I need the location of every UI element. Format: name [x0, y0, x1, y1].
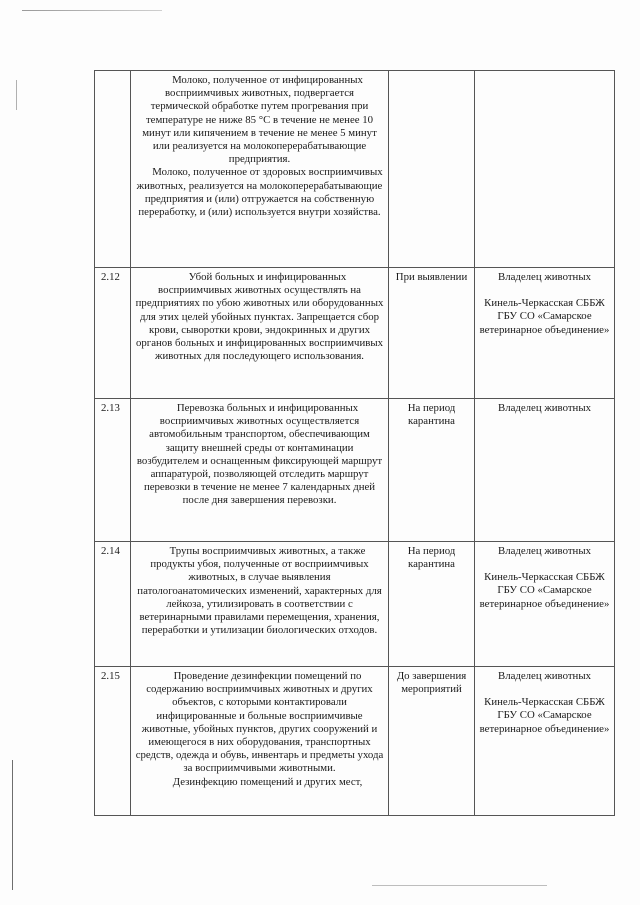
responsible-cell — [475, 542, 615, 667]
term-cell: На период карантина — [389, 542, 475, 667]
table-row — [95, 667, 615, 816]
row-number: 2.13 — [95, 399, 131, 542]
table-row — [95, 71, 615, 268]
term-cell — [389, 71, 475, 268]
responsible-owner: Владелец животных — [498, 402, 591, 414]
responsible-vet-station: Кинель-Черкасская СББЖ ГБУ СО «Самарское ветеринарное объединение» — [479, 696, 610, 735]
measure-text — [131, 71, 389, 268]
measure-text — [131, 542, 389, 667]
measure-paragraph: Молоко, полученное от инфицированных восприимчивых животных, подвергается термической обработке путем прогревания при температуре не ниже 85 °C в течение не менее 10 минут или кипячением в течение не менее 5 минут или реализуется на молокоперерабатывающие предприятия. — [142, 74, 377, 166]
measures-table — [94, 70, 615, 816]
responsible-owner: Владелец животных — [498, 545, 591, 557]
row-number — [95, 71, 131, 268]
measure-text — [131, 667, 389, 816]
scan-artifact-bottom — [372, 885, 547, 886]
term-cell: До завершения мероприятий — [389, 667, 475, 816]
table-row — [95, 268, 615, 399]
scan-artifact-left — [12, 760, 13, 890]
measure-paragraph: Убой больных и инфицированных восприимчивых животных осуществлять на предприятиях по убою животных или оборудованных для этих целей убойных пунктах. Запрещается сбор крови, сыворотки крови, эндокринных и других органов больных и инфицированных восприимчивых животных для последующего использования. — [135, 271, 384, 363]
row-number: 2.14 — [95, 542, 131, 667]
measure-paragraph: Молоко, полученное от здоровых восприимчивых животных, реализуется на молокоперерабатывающие предприятия и (или) отгружается на собственную переработку, и (или) используется внутри хозяйства. — [136, 166, 383, 219]
scan-artifact-left-upper — [16, 80, 17, 110]
responsible-cell — [475, 71, 615, 268]
table-row — [95, 399, 615, 542]
measure-paragraph: Трупы восприимчивых животных, а также продукты убоя, полученные от восприимчивых животных, в случае выявления патологоанатомических изменений, характерных для лейкоза, утилизировать в соответствии с ветеринарными правилами перемещения, хранения, переработки и утилизации биологических отходов. — [137, 545, 382, 637]
responsible-owner: Владелец животных — [498, 670, 591, 682]
row-number: 2.15 — [95, 667, 131, 816]
responsible-vet-station: Кинель-Черкасская СББЖ ГБУ СО «Самарское ветеринарное объединение» — [479, 297, 610, 336]
term-cell: При выявлении — [389, 268, 475, 399]
responsible-cell — [475, 399, 615, 542]
responsible-vet-station: Кинель-Черкасская СББЖ ГБУ СО «Самарское ветеринарное объединение» — [479, 571, 610, 610]
table-row — [95, 542, 615, 667]
term-cell: На период карантина — [389, 399, 475, 542]
measure-text — [131, 268, 389, 399]
measure-paragraph: Проведение дезинфекции помещений по содержанию восприимчивых животных и других объектов, с которыми контактировали инфицированные и больные восприимчивые животные, убойных пунктов, других сооружений и имеющегося в них оборудования, транспортных средств, одежда и обувь, инвентарь и предметы ухода за восприимчивыми животными. — [135, 670, 384, 775]
responsible-cell — [475, 268, 615, 399]
measure-text — [131, 399, 389, 542]
responsible-owner: Владелец животных — [498, 271, 591, 283]
scan-artifact-top — [22, 10, 162, 11]
measure-paragraph: Перевозка больных и инфицированных восприимчивых животных осуществляется автомобильным транспортом, обеспечивающим защиту внешней среды от контаминации возбудителем и оснащенным фиксирующей маршрут аппаратурой, позволяющей отследить маршрут перевозки в течение не менее 7 календарных дней после дня завершения перевозки. — [136, 402, 383, 507]
row-number: 2.12 — [95, 268, 131, 399]
measure-paragraph: Дезинфекцию помещений и других мест, — [172, 775, 363, 788]
responsible-cell — [475, 667, 615, 816]
